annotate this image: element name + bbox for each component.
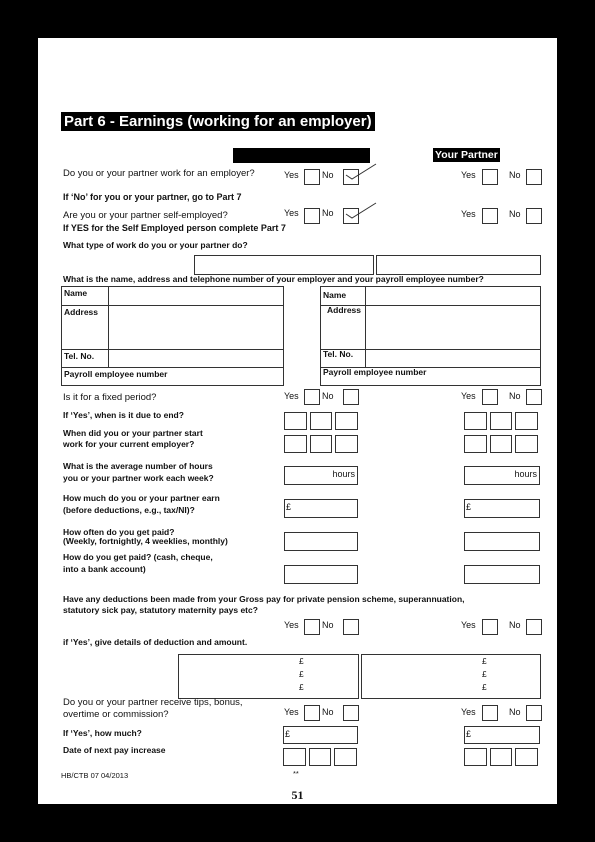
- footer-mark: **: [293, 769, 299, 778]
- pound-symbol: £: [299, 669, 304, 679]
- you-deductions-no-checkbox[interactable]: [343, 619, 359, 635]
- partner-tips-no-checkbox[interactable]: [526, 705, 542, 721]
- yes-label: Yes: [461, 209, 476, 219]
- question-tips-line1: Do you or your partner receive tips, bonus,: [63, 697, 243, 708]
- you-fixed-yes-checkbox[interactable]: [304, 389, 320, 405]
- question-often-line1: How often do you get paid?: [63, 527, 175, 537]
- pound-symbol: £: [285, 729, 291, 739]
- partner-column-header: Your Partner: [435, 149, 498, 161]
- no-label: No: [322, 391, 334, 401]
- partner-deductions-yes-checkbox[interactable]: [482, 619, 498, 635]
- you-tips-no-checkbox[interactable]: [343, 705, 359, 721]
- you-tips-amount-input[interactable]: [283, 726, 358, 744]
- no-label: No: [509, 170, 521, 180]
- question-type-work: What type of work do you or your partner do?: [63, 240, 248, 250]
- payroll-label: Payroll employee number: [64, 369, 168, 379]
- if-no-instruction: If ‘No’ for you or your partner, go to Part 7: [63, 192, 242, 202]
- you-type-work-input[interactable]: [194, 255, 374, 275]
- yes-label: Yes: [461, 170, 476, 180]
- question-often-line2: (Weekly, fortnightly, 4 weeklies, monthly): [63, 536, 228, 546]
- you-end-date-input[interactable]: [284, 412, 358, 428]
- no-label: No: [322, 620, 334, 630]
- question-how-much: If ‘Yes’, how much?: [63, 728, 142, 738]
- yes-label: Yes: [284, 620, 299, 630]
- partner-self-employed-yes-checkbox[interactable]: [482, 208, 498, 224]
- question-hours-line2: you or your partner work each week?: [63, 473, 214, 483]
- question-self-employed: Are you or your partner self-employed?: [63, 210, 228, 221]
- name-label: Name: [323, 290, 347, 300]
- partner-fixed-no-checkbox[interactable]: [526, 389, 542, 405]
- question-start-line1: When did you or your partner start: [63, 428, 203, 438]
- question-employer-details: What is the name, address and telephone number of your employer and your payroll employee number?: [63, 274, 484, 284]
- pound-symbol: £: [466, 729, 472, 739]
- you-fixed-no-checkbox[interactable]: [343, 389, 359, 405]
- pound-symbol: £: [482, 656, 487, 666]
- partner-employer-table: [320, 286, 541, 386]
- address-label: Address: [64, 307, 99, 317]
- you-start-date-input[interactable]: [284, 435, 358, 451]
- partner-tips-yes-checkbox[interactable]: [482, 705, 498, 721]
- yes-label: Yes: [461, 620, 476, 630]
- yes-label: Yes: [461, 707, 476, 717]
- partner-tips-amount-input[interactable]: [464, 726, 540, 744]
- name-label: Name: [64, 288, 88, 298]
- you-employer-yes-checkbox[interactable]: [304, 169, 320, 185]
- yes-label: Yes: [284, 208, 299, 218]
- pound-symbol: £: [482, 682, 487, 692]
- question-work-employer: Do you or your partner work for an employer?: [63, 168, 255, 179]
- you-tips-yes-checkbox[interactable]: [304, 705, 320, 721]
- question-earn-line2: (before deductions, e.g., tax/NI)?: [63, 505, 195, 515]
- yes-label: Yes: [284, 707, 299, 717]
- yes-label: Yes: [461, 391, 476, 401]
- question-when-end: If ‘Yes’, when is it due to end?: [63, 410, 184, 420]
- you-deduction-details-input[interactable]: [178, 654, 359, 699]
- partner-hours-input[interactable]: [464, 466, 540, 485]
- pound-symbol: £: [286, 502, 292, 512]
- pound-symbol: £: [482, 669, 487, 679]
- tel-label: Tel. No.: [323, 349, 354, 359]
- you-pay-frequency-input[interactable]: [284, 532, 358, 551]
- partner-next-pay-date-input[interactable]: [464, 748, 538, 764]
- you-self-employed-yes-checkbox[interactable]: [304, 208, 320, 224]
- question-how-paid-line1: How do you get paid? (cash, cheque,: [63, 552, 213, 562]
- partner-self-employed-no-checkbox[interactable]: [526, 208, 542, 224]
- question-start-line2: work for your current employer?: [63, 439, 195, 449]
- partner-employer-yes-checkbox[interactable]: [482, 169, 498, 185]
- partner-fixed-yes-checkbox[interactable]: [482, 389, 498, 405]
- partner-payment-method-input[interactable]: [464, 565, 540, 584]
- tick-mark-icon: [344, 200, 378, 222]
- tel-label: Tel. No.: [64, 351, 95, 361]
- you-employer-table: [61, 286, 284, 386]
- hours-unit: hours: [332, 469, 355, 479]
- address-label: Address: [327, 305, 362, 315]
- partner-deduction-details-input[interactable]: [361, 654, 541, 699]
- you-earnings-input[interactable]: [284, 499, 358, 518]
- partner-earnings-input[interactable]: [464, 499, 540, 518]
- you-hours-input[interactable]: [284, 466, 358, 485]
- no-label: No: [322, 208, 334, 218]
- you-next-pay-date-input[interactable]: [283, 748, 357, 764]
- no-label: No: [509, 209, 521, 219]
- partner-type-work-input[interactable]: [376, 255, 541, 275]
- question-deductions-line1: Have any deductions been made from your Gross pay for private pension scheme, superannuation,: [63, 594, 465, 604]
- partner-start-date-input[interactable]: [464, 435, 538, 451]
- payroll-label: Payroll employee number: [323, 367, 427, 377]
- question-how-paid-line2: into a bank account): [63, 564, 146, 574]
- no-label: No: [322, 170, 334, 180]
- page-title: Part 6 - Earnings (working for an employer): [61, 112, 375, 131]
- question-fixed-period: Is it for a fixed period?: [63, 392, 157, 403]
- question-next-pay: Date of next pay increase: [63, 745, 166, 755]
- pound-symbol: £: [299, 656, 304, 666]
- yes-label: Yes: [284, 391, 299, 401]
- question-earn-line1: How much do you or your partner earn: [63, 493, 220, 503]
- no-label: No: [509, 620, 521, 630]
- footer-code: HB/CTB 07 04/2013: [61, 771, 129, 780]
- question-tips-line2: overtime or commission?: [63, 709, 169, 720]
- partner-deductions-no-checkbox[interactable]: [526, 619, 542, 635]
- partner-end-date-input[interactable]: [464, 412, 538, 428]
- you-payment-method-input[interactable]: [284, 565, 358, 584]
- tick-mark-icon: [344, 161, 378, 183]
- pound-symbol: £: [466, 502, 472, 512]
- if-yes-deduction-instruction: if ‘Yes’, give details of deduction and amount.: [63, 637, 248, 647]
- no-label: No: [509, 391, 521, 401]
- question-hours-line1: What is the average number of hours: [63, 461, 213, 471]
- form-page: [38, 38, 557, 804]
- hours-unit: hours: [514, 469, 537, 479]
- page-number: 51: [291, 788, 304, 802]
- you-deductions-yes-checkbox[interactable]: [304, 619, 320, 635]
- partner-pay-frequency-input[interactable]: [464, 532, 540, 551]
- partner-employer-no-checkbox[interactable]: [526, 169, 542, 185]
- no-label: No: [509, 707, 521, 717]
- if-yes-self-instruction: If YES for the Self Employed person complete Part 7: [63, 223, 286, 233]
- question-deductions-line2: statutory sick pay, statutory maternity pays etc?: [63, 605, 258, 615]
- pound-symbol: £: [299, 682, 304, 692]
- no-label: No: [322, 707, 334, 717]
- yes-label: Yes: [284, 170, 299, 180]
